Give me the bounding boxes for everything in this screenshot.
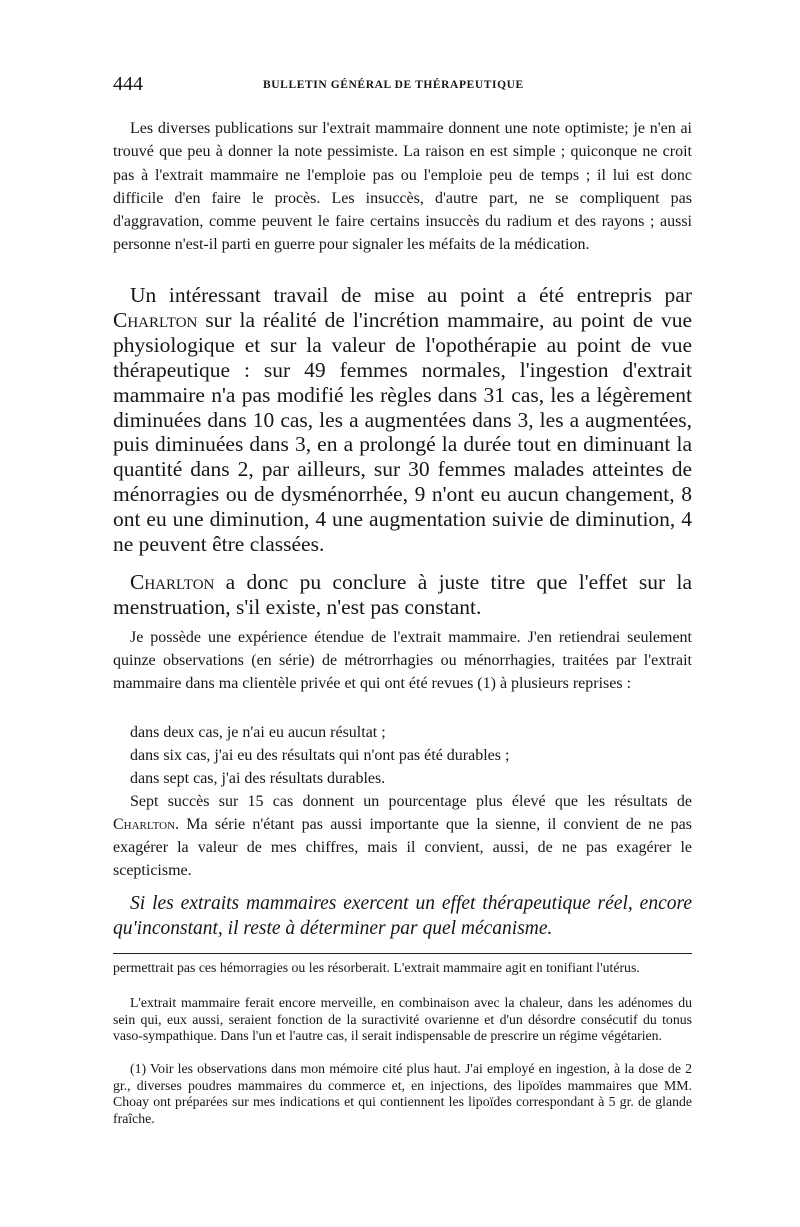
running-title: BULLETIN GÉNÉRAL DE THÉRAPEUTIQUE <box>263 79 524 91</box>
paragraph-percentage <box>113 791 692 883</box>
result-line: dans sept cas, j'ai des résultats durables. <box>130 770 386 787</box>
author-name: Charlton <box>113 307 198 332</box>
paragraph-publications: Les diverses publications sur l'extrait mammaire donnent une note optimiste; je n'en ai trouvé que peu à donner la note pessimiste. La raison en est simple ; quiconque ne croit pas à l'extrait mammaire ne l'emploie pas ou l'emploie peu de temps ; il lui est donc difficile d'en faire le procès. Les insuccès, d'autre part, ne se compliquent pas d'aggravation, comme peuvent le faire certains insuccès du radium et des rayons ; aussi personne n'est-il parti en guerre pour signaler les méfaits de la médication. <box>113 120 692 254</box>
author-name: Charlton <box>113 815 176 833</box>
page-header <box>113 73 691 99</box>
result-line: dans six cas, j'ai eu des résultats qui n'ont pas été durables ; <box>130 747 510 764</box>
paragraph-charlton-study-start: Un intéressant travail de mise au point a été entrepris par <box>130 283 692 307</box>
paragraph-charlton-conclusion-rest: a donc pu conclure à juste titre que l'effet sur la menstruation, s'il existe, n'est pas constant. <box>113 570 693 619</box>
result-line: dans deux cas, je n'ai eu aucun résultat ; <box>130 724 386 741</box>
footnote-adenomes: L'extrait mammaire ferait encore merveille, en combinaison avec la chaleur, dans les adénomes du sein qui, eux aussi, seraient fonction de la suractivité ovarienne et d'un désordre consécutif du tonus vaso-sympathique. Dans l'un et l'autre cas, il serait indispensable de prescrire un régime végétarien. <box>113 995 692 1044</box>
paragraph-charlton-study <box>113 283 692 557</box>
paragraph-percentage-rest: . Ma série n'étant pas aussi importante que la sienne, il convient de ne pas exagérer la valeur de mes chiffres, mais il convient, aussi, de ne pas exagérer le scepticisme. <box>113 815 692 879</box>
paragraph-mechanism-question: Si les extraits mammaires exercent un effet thérapeutique réel, encore qu'inconstant, il reste à déterminer par quel mécanisme. <box>113 893 692 939</box>
footnote-divider <box>113 953 692 954</box>
paragraph-experience: Je possède une expérience étendue de l'extrait mammaire. J'en retiendrai seulement quinze observations (en série) de métrorrhagies ou ménorrhagies, traitées par l'extrait mammaire dans ma clientèle privée et qui ont été revues (1) à plusieurs reprises : <box>113 629 692 692</box>
footnote-1: (1) Voir les observations dans mon mémoire cité plus haut. J'ai employé en ingestion, à la dose de 2 gr., diverses poudres mammaires du commerce et, en injections, des lipoïdes mammaires que MM. Choay ont préparées sur mes indications et qui contiennent les lipoïdes correspondant à 5 gr. de glande fraîche. <box>113 1061 692 1127</box>
paragraph-charlton-conclusion <box>113 570 692 620</box>
footnote-continuation: permettrait pas ces hémorragies ou les résorberait. L'extrait mammaire agit en tonifiant l'utérus. <box>113 960 640 975</box>
paragraph-charlton-study-rest: sur la réalité de l'incrétion mammaire, au point de vue physiologique et sur la valeur de l'opothérapie au point de vue thérapeutique : sur 49 femmes normales, l'ingestion d'extrait mammaire n'a pas modifié les règles dans 31 cas, les a légèrement diminuées dans 10 cas, les a augmentées dans 3, les a augmentées, puis diminuées dans 3, en a prolongé la durée tout en diminuant la quantité dans 2, par ailleurs, sur 30 femmes malades atteintes de ménorragies ou de dysménorrhée, 9 n'ont eu aucun changement, 8 ont eu une diminution, 4 une augmentation suivie de diminution, 4 ne peuvent être classées. <box>113 307 693 557</box>
page-number: 444 <box>113 73 143 95</box>
author-name: Charlton <box>130 570 215 594</box>
paragraph-percentage-start: Sept succès sur 15 cas donnent un pourcentage plus élevé que les résultats de <box>130 793 692 810</box>
